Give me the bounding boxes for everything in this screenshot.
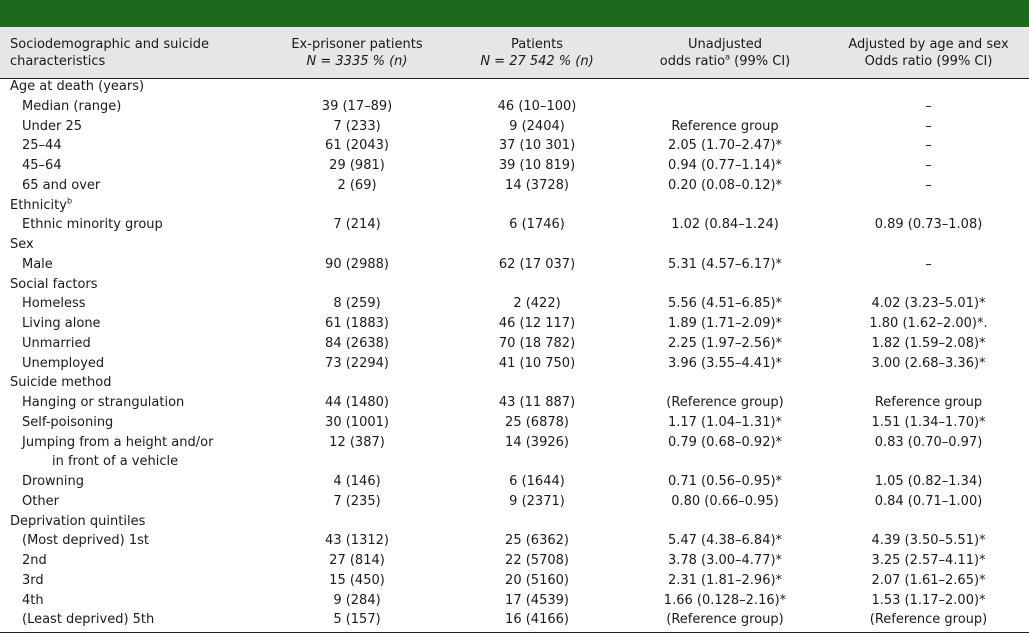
- section-label: Suicide method: [10, 375, 112, 391]
- section-row: [0, 375, 1029, 395]
- ex-prisoner-cell: 39 (17–89): [321, 98, 393, 114]
- patients-cell: [452, 277, 622, 297]
- adjusted-or-cell: –: [925, 138, 932, 154]
- patients-cell: [452, 237, 622, 257]
- row-label: Other: [22, 493, 59, 509]
- patients-cell: 6 (1644): [509, 474, 565, 489]
- table-row: [0, 119, 1029, 139]
- table-row: [0, 356, 1029, 376]
- header-ex-prisoner: Ex-prisoner patients N = 3335 % (n): [262, 27, 452, 79]
- unadjusted-or-cell: [622, 79, 828, 99]
- ex-prisoner-cell: 8 (259): [333, 296, 381, 312]
- patients-cell: 9 (2371): [509, 493, 565, 509]
- patients-cell: 46 (12 117): [498, 316, 576, 331]
- adjusted-or-cell: 0.83 (0.70–0.97): [874, 434, 983, 450]
- patients-cell: 14 (3728): [505, 177, 569, 193]
- patients-cell: [452, 375, 622, 395]
- ex-prisoner-cell: 9 (284): [333, 592, 381, 608]
- table-row: [0, 454, 1029, 474]
- row-label: Homeless: [22, 296, 86, 312]
- row-label: Under 25: [22, 118, 83, 134]
- patients-cell: 37 (10 301): [498, 138, 576, 154]
- ex-prisoner-cell: [262, 277, 452, 297]
- adjusted-or-cell: [828, 277, 1029, 297]
- adjusted-or-cell: 1.80 (1.62–2.00)*.: [869, 316, 988, 331]
- row-label: (Least deprived) 5th: [0, 612, 262, 632]
- patients-cell: 39 (10 819): [498, 158, 576, 173]
- patients-cell: [452, 198, 622, 218]
- adjusted-or-cell: –: [925, 256, 932, 272]
- table-row: [0, 612, 1029, 632]
- ex-prisoner-cell: 73 (2294): [325, 355, 389, 371]
- unadjusted-or-cell: (Reference group): [622, 612, 828, 632]
- row-label: Ethnic minority group: [22, 217, 163, 233]
- unadjusted-or-cell: 0.94 (0.77–1.14)*: [667, 158, 783, 173]
- patients-cell: 9 (2404): [509, 118, 565, 134]
- header-patients: Patients N = 27 542 % (n): [452, 27, 622, 79]
- unadjusted-or-cell: 1.17 (1.04–1.31)*: [667, 414, 783, 430]
- row-label: Male: [22, 256, 53, 272]
- ex-prisoner-cell: [262, 79, 452, 99]
- unadjusted-or-cell: [622, 454, 828, 474]
- adjusted-or-cell: 3.00 (2.68–3.36)*: [871, 355, 986, 371]
- row-label: 3rd: [22, 572, 44, 588]
- ex-prisoner-cell: [262, 375, 452, 395]
- table-row: [0, 316, 1029, 336]
- table-row: [0, 217, 1029, 237]
- patients-cell: 2 (422): [513, 296, 561, 312]
- unadjusted-or-cell: 3.96 (3.55–4.41)*: [667, 355, 783, 371]
- adjusted-or-cell: 1.82 (1.59–2.08)*: [871, 335, 986, 351]
- unadjusted-or-cell: 1.89 (1.71–2.09)*: [667, 316, 783, 331]
- header-unadjusted: Unadjusted odds ratio$^a$ (99% CI): [622, 27, 828, 79]
- patients-cell: 41 (10 750): [498, 355, 576, 371]
- ex-prisoner-cell: 84 (2638): [325, 335, 389, 351]
- section-row: [0, 198, 1029, 218]
- ex-prisoner-cell: 15 (450): [329, 572, 385, 588]
- ex-prisoner-cell: 27 (814): [329, 553, 385, 568]
- unadjusted-or-cell: Reference group: [671, 118, 779, 134]
- row-label: in front of a vehicle: [52, 454, 179, 470]
- patients-cell: 14 (3926): [505, 434, 569, 450]
- ex-prisoner-cell: 30 (1001): [325, 414, 389, 430]
- adjusted-or-cell: [828, 79, 1029, 99]
- table-row: [0, 435, 1029, 455]
- ex-prisoner-cell: 61 (2043): [325, 138, 389, 154]
- adjusted-or-cell: Reference group: [874, 395, 983, 410]
- unadjusted-or-cell: [622, 99, 828, 119]
- table-row: [0, 395, 1029, 415]
- adjusted-or-cell: 0.89 (0.73–1.08): [874, 217, 983, 233]
- unadjusted-or-cell: [622, 277, 828, 297]
- unadjusted-or-cell: 0.20 (0.08–0.12)*: [667, 177, 783, 193]
- table-header: [0, 27, 1029, 79]
- section-label: Deprivation quintiles: [10, 513, 146, 529]
- patients-cell: 22 (5708): [505, 553, 569, 568]
- section-label: Social factors: [10, 276, 98, 292]
- unadjusted-or-cell: 1.66 (0.128–2.16)*: [663, 592, 787, 608]
- section-row: [0, 237, 1029, 257]
- row-label: Unmarried: [22, 335, 91, 351]
- patients-cell: [452, 514, 622, 534]
- row-label: 4th: [22, 592, 44, 608]
- unadjusted-or-cell: 0.79 (0.68–0.92)*: [667, 434, 783, 450]
- row-label: (Most deprived) 1st: [22, 533, 149, 549]
- table-body: [0, 79, 1029, 633]
- unadjusted-or-cell: [622, 375, 828, 395]
- table-row: [0, 158, 1029, 178]
- adjusted-or-cell: (Reference group): [828, 612, 1029, 632]
- adjusted-or-cell: 4.39 (3.50–5.51)*: [871, 533, 986, 549]
- ex-prisoner-cell: 2 (69): [337, 177, 377, 193]
- footnote-marker: b: [66, 196, 73, 206]
- patients-cell: [452, 454, 622, 474]
- unadjusted-or-cell: (Reference group): [666, 395, 784, 410]
- table-row: [0, 533, 1029, 553]
- ex-prisoner-cell: 5 (157): [262, 612, 452, 632]
- ex-prisoner-cell: 12 (387): [329, 434, 385, 450]
- unadjusted-or-cell: 3.78 (3.00–4.77)*: [667, 553, 783, 568]
- ex-prisoner-cell: [262, 514, 452, 534]
- table-row: [0, 573, 1029, 593]
- adjusted-or-cell: –: [925, 98, 932, 114]
- section-row: [0, 514, 1029, 534]
- adjusted-or-cell: 1.51 (1.34–1.70)*: [871, 414, 986, 430]
- table-row: [0, 415, 1029, 435]
- unadjusted-or-cell: 2.05 (1.70–2.47)*: [667, 138, 783, 154]
- adjusted-or-cell: 3.25 (2.57–4.11)*: [871, 553, 986, 568]
- row-label: 65 and over: [22, 177, 101, 193]
- adjusted-or-cell: –: [925, 158, 932, 173]
- row-label: Median (range): [22, 98, 122, 114]
- header-characteristics: Sociodemographic and suicide characteristics: [0, 27, 262, 79]
- table-row: [0, 178, 1029, 198]
- patients-cell: 16 (4166): [452, 612, 622, 632]
- patients-cell: 17 (4539): [505, 592, 569, 608]
- unadjusted-or-cell: [622, 237, 828, 257]
- adjusted-or-cell: [828, 237, 1029, 257]
- section-label: Ethnicity$^b$: [10, 196, 73, 213]
- ex-prisoner-cell: 7 (235): [333, 493, 381, 509]
- adjusted-or-cell: 1.05 (0.82–1.34): [874, 474, 983, 489]
- ex-prisoner-cell: 44 (1480): [325, 395, 389, 410]
- unadjusted-or-cell: 0.80 (0.66–0.95): [671, 493, 779, 509]
- patients-cell: 62 (17 037): [498, 256, 576, 272]
- unadjusted-or-cell: 5.47 (4.38–6.84)*: [667, 533, 783, 549]
- patients-cell: 6 (1746): [509, 217, 565, 233]
- adjusted-or-cell: –: [925, 118, 932, 134]
- row-label: 45–64: [22, 158, 62, 173]
- unadjusted-or-cell: 1.02 (0.84–1.24): [671, 217, 779, 233]
- ex-prisoner-cell: [262, 237, 452, 257]
- patients-cell: 20 (5160): [505, 572, 569, 588]
- unadjusted-or-cell: 5.56 (4.51–6.85)*: [667, 296, 783, 312]
- ex-prisoner-cell: 4 (146): [333, 474, 381, 489]
- section-row: [0, 79, 1029, 99]
- row-label: 2nd: [22, 553, 47, 568]
- ex-prisoner-cell: [262, 198, 452, 218]
- unadjusted-or-cell: 2.25 (1.97–2.56)*: [667, 335, 783, 351]
- unadjusted-or-cell: 2.31 (1.81–2.96)*: [667, 572, 783, 588]
- table-row: [0, 138, 1029, 158]
- adjusted-or-cell: [828, 375, 1029, 395]
- row-label: Jumping from a height and/or: [22, 434, 214, 450]
- table-row: [0, 99, 1029, 119]
- row-label: Unemployed: [22, 355, 105, 371]
- header-adjusted: Adjusted by age and sex Odds ratio (99% CI): [828, 27, 1029, 79]
- patients-cell: 25 (6878): [505, 414, 569, 430]
- row-label: Hanging or strangulation: [22, 395, 185, 410]
- table-row: [0, 296, 1029, 316]
- adjusted-or-cell: [828, 454, 1029, 474]
- footnote-marker: a: [725, 52, 731, 62]
- unadjusted-or-cell: [622, 514, 828, 534]
- row-label: Living alone: [22, 316, 101, 331]
- ex-prisoner-cell: 7 (214): [333, 217, 381, 233]
- adjusted-or-cell: [828, 514, 1029, 534]
- row-label: Drowning: [22, 474, 84, 489]
- unadjusted-or-cell: [622, 198, 828, 218]
- ex-prisoner-cell: 43 (1312): [325, 533, 389, 549]
- patients-cell: [452, 79, 622, 99]
- adjusted-or-cell: –: [925, 177, 932, 193]
- ex-prisoner-cell: 29 (981): [329, 158, 385, 173]
- section-label: Sex: [10, 237, 34, 252]
- table-row: [0, 553, 1029, 573]
- ex-prisoner-cell: 7 (233): [333, 118, 381, 134]
- adjusted-or-cell: 1.53 (1.17–2.00)*: [871, 592, 986, 608]
- section-label: Age at death (years): [10, 79, 145, 94]
- table-row: [0, 494, 1029, 514]
- row-label: Self-poisoning: [22, 414, 114, 430]
- adjusted-or-cell: [828, 198, 1029, 218]
- patients-cell: 43 (11 887): [498, 395, 576, 410]
- table-row: [0, 336, 1029, 356]
- adjusted-or-cell: 2.07 (1.61–2.65)*: [871, 572, 986, 588]
- ex-prisoner-cell: 90 (2988): [325, 256, 389, 272]
- table-row: [0, 474, 1029, 494]
- section-row: [0, 277, 1029, 297]
- data-table: [0, 27, 1029, 633]
- unadjusted-or-cell: 0.71 (0.56–0.95)*: [667, 474, 783, 489]
- journal-header-band: [0, 0, 1029, 27]
- unadjusted-or-cell: 5.31 (4.57–6.17)*: [667, 256, 783, 272]
- patients-cell: 25 (6362): [505, 533, 569, 549]
- table-row: [0, 257, 1029, 277]
- row-label: 25–44: [22, 138, 62, 154]
- adjusted-or-cell: 4.02 (3.23–5.01)*: [871, 296, 986, 312]
- ex-prisoner-cell: [262, 454, 452, 474]
- adjusted-or-cell: 0.84 (0.71–1.00): [874, 493, 983, 509]
- patients-cell: 46 (10–100): [497, 98, 577, 114]
- patients-cell: 70 (18 782): [498, 335, 576, 351]
- table-row: [0, 593, 1029, 613]
- ex-prisoner-cell: 61 (1883): [325, 316, 389, 331]
